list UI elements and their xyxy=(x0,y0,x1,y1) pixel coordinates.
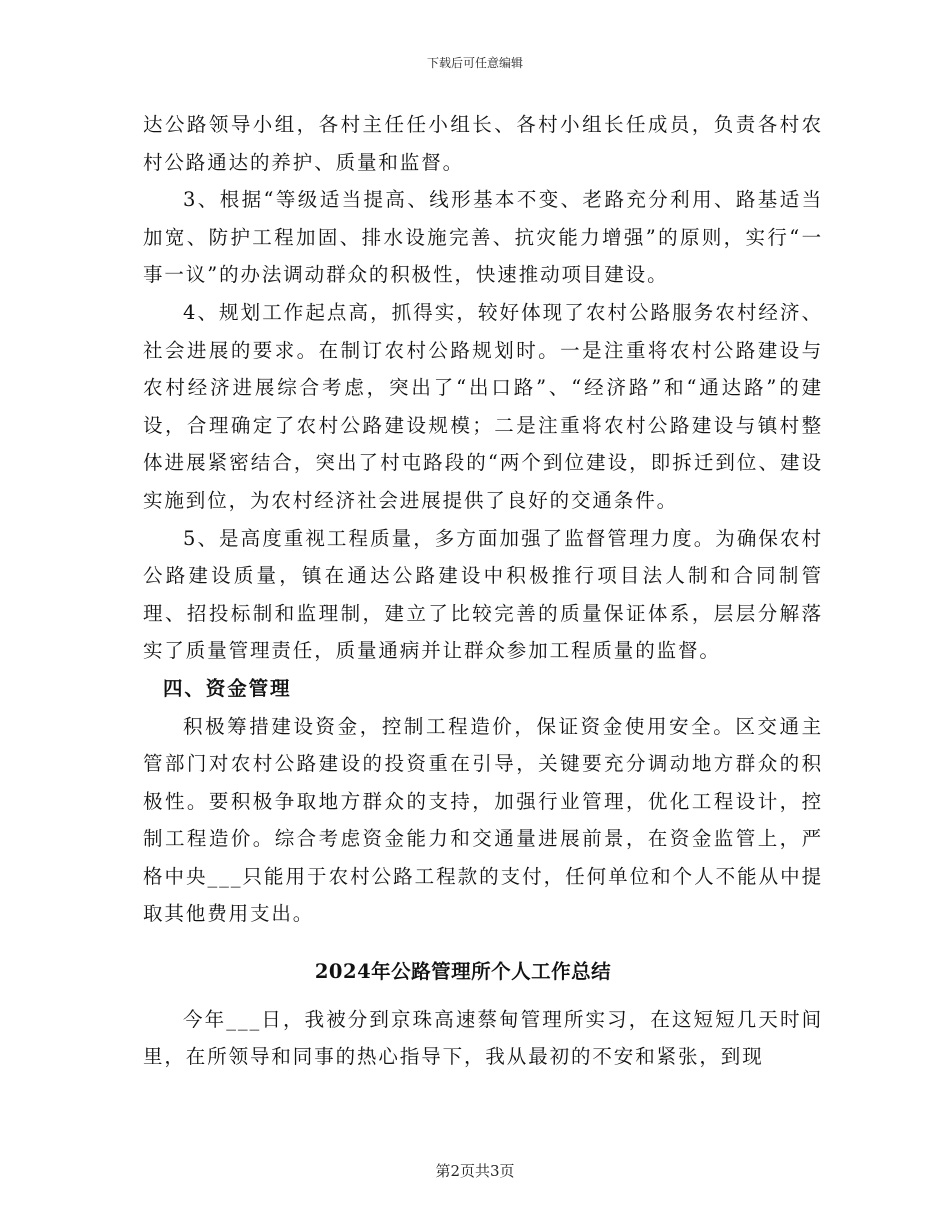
paragraph-5: 积极筹措建设资金，控制工程造价，保证资金使用安全。区交通主管部门对农村公路建设的投资重在引导，关键要充分调动地方群众的积极性。要积极争取地方群众的支持，加强行业管理，优化工程设计，控制工程造价。综合考虑资金能力和交通量进展前景，在资金监管上，严格中央___只能用于农村公路工程款的支付，任何单位和个人不能从中提取其他费用支出。 xyxy=(143,714,823,926)
paragraph-2: 3、根据“等级适当提高、线形基本不变、老路充分利用、路基适当加宽、防护工程加固、排水设施完善、抗灾能力增强”的原则，实行“一事一议”的办法调动群众的积极性，快速推动项目建设。 xyxy=(143,188,823,287)
document-title: 2024年公路管理所个人工作总结 xyxy=(314,960,612,984)
paragraph-4: 5、是高度重视工程质量，多方面加强了监督管理力度。为确保农村公路建设质量，镇在通达公路建设中积极推行项目法人制和合同制管理、招投标制和监理制，建立了比较完善的质量保证体系，层层分解落实了质量管理责任，质量通病并让群众参加工程质量的监督。 xyxy=(143,526,823,663)
document-body xyxy=(143,106,823,1076)
section-heading: 四、资金管理 xyxy=(163,676,292,700)
paragraph-6: 今年___日，我被分到京珠高速蔡甸管理所实习，在这短短几天时间里，在所领导和同事的热心指导下，我从最初的不安和紧张，到现 xyxy=(143,1007,823,1069)
page-number: 第2页共3页 xyxy=(435,1162,515,1180)
paragraph-1: 达公路领导小组，各村主任任小组长、各村小组长任成员，负责各村农村公路通达的养护、质量和监督。 xyxy=(143,113,823,174)
page-header-note: 下载后可任意编辑 xyxy=(426,56,523,70)
paragraph-3: 4、规划工作起点高，抓得实，较好体现了农村公路服务农村经济、社会进展的要求。在制订农村公路规划时。一是注重将农村公路建设与农村经济进展综合考虑，突出了“出口路”、“经济路”和“通达路”的建设，合理确定了农村公路建设规模；二是注重将农村公路建设与镇村整体进展紧密结合，突出了村屯路段的“两个到位建设，即拆迁到位、建设实施到位，为农村经济社会进展提供了良好的交通条件。 xyxy=(143,300,823,512)
